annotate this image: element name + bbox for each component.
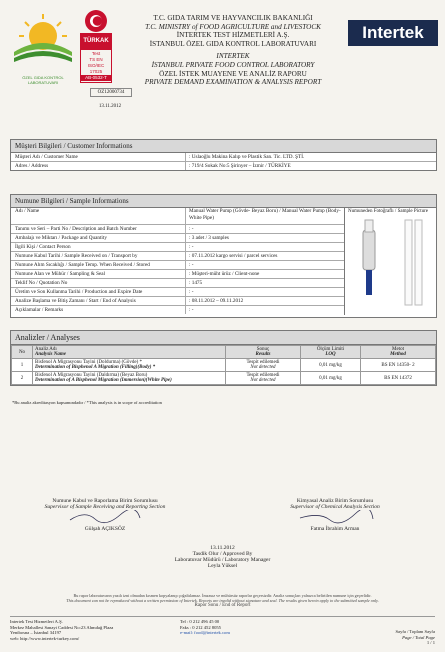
sample-label: Ambalajı ve Miktarı / Package and Quantity [11,234,186,242]
customer-address-label: Adres / Address [11,162,186,170]
report-date: 13.11.2012 [98,104,122,109]
sample-value: Manual Water Pump (Gövde- Beyaz Boru) / Manual Water Pump (Body- White Pipe) [189,208,341,221]
row-name-en: Determination of A Bisphenol Migration (Immersion)(White Pipe) [35,378,172,383]
sample-row [11,279,344,288]
manager-title: Laboratuvar Müdürü / Laboratory Manager [174,557,271,563]
sample-value: : 07.11.2012 kargo servisi / parcel services [189,253,278,259]
analyses-table [11,345,436,385]
sample-label: Numune Alım Sıcaklığı / Sample Temp. When Received / Stored [11,261,186,269]
sample-row [11,243,344,252]
sample-label: Teklif No / Quotation No [11,279,186,287]
sample-label: Tanımı ve Seri – Parti No / Description and Batch Number [11,225,186,233]
right-signature-title-en: Supervisor of Chemical Analysis Section [290,504,380,510]
col-name-en: Analysis Name [35,352,66,357]
laboratory-logo [10,8,76,88]
sample-label: Açıklamalar / Remarks [11,306,186,314]
sample-title: Numune Bilgileri / Sample Informations [11,195,436,208]
turkak-standard: TS EN ISO/IEC 17025 [87,57,105,74]
header-company: İNTERTEK TEST HİZMETLERİ A.Ş. [176,31,290,40]
sample-label: Numune Alan ve Mühür / Sampling & Seal [11,270,186,278]
header-company-en: INTERTEK [216,52,250,61]
row-result-en: Not detected [250,365,276,370]
right-handwritten-signature-icon [295,510,375,524]
sample-photo-label: Numuneden Fotoğraflı / Sample Picture [348,209,428,214]
sample-value: : - [189,307,194,313]
col-result-tr: Sonuç [256,347,270,352]
left-handwritten-signature-icon [65,510,145,524]
sample-row [11,208,344,225]
sample-label: Üretim ve Son Kullanma Tarihi / Production and Expire Date [11,288,186,296]
row-loq: 0,01 mg/kg [301,359,361,372]
disclaimer [10,593,435,608]
header-ministry-en: T.C. MINISTRY of FOOD AGRICULTURE and LIVESTOCK [145,22,321,31]
end-of-report: Rapor Sonu / End of Report [194,603,251,608]
turkak-test: Test [91,51,101,56]
turkak-crescent-icon [85,10,107,32]
footer [10,616,435,646]
row-method: BS EN 14372 [361,372,436,385]
approval-label: Tasdik Olur / Approved By [192,551,253,557]
right-signature [245,498,425,532]
footer-page-label-en: Page / Total Page [402,634,435,640]
brand-prefix: Inter [362,23,400,42]
footer-page-number: 1 / 1 [426,640,435,646]
sample-value: : 08.11.2012 – 09.11.2012 [189,298,244,304]
header-report-type-en: PRIVATE DEMAND EXAMINATION & ANALYSIS REPORT [144,78,322,87]
analyses-title: Analizler / Analyses [11,331,436,345]
sample-row [11,288,344,297]
col-method-en: Method [390,352,406,357]
sample-label: Adı / Name [11,208,186,224]
sample-row [11,261,344,270]
row-no: 1 [12,359,33,372]
sample-value: : 1475 [189,280,203,286]
customer-address-value: : 719/4 Sokak No:5 Şirinyer – İzmir / TÜRKİYE [189,163,291,169]
header-ministry-tr: T.C. GIDA TARIM VE HAYVANCILIK BAKANLIĞI [153,14,313,22]
left-signature [20,498,190,532]
footer-tel: Tel : 0 212 496 45 00 [180,619,220,624]
footer-address-2: Yenibosna – İstanbul 34197 [10,630,62,636]
footer-address-1: Merkez Mahallesi Sanayi Caddesi No:23 Ahmdağ Plaza [10,624,114,630]
left-signature-name: Gülşah AÇIKSÖZ [84,526,126,532]
col-result-en: Results [255,352,271,357]
brand-suffix: tek [399,23,424,42]
sample-value: : - [189,244,194,250]
report-number-box [90,88,132,97]
customer-row [11,153,436,162]
sample-value: : Müşteri-müht ürüz / Client-none [189,271,260,277]
sample-value: : 3 adet / 3 samples [189,235,229,241]
manager-name: Leyla Yüksel [207,563,238,569]
sun-field-logo-icon [10,8,76,70]
row-name-tr: Bisfenol A Migrasyonu Tayini (Daldırma) (Beyaz Boru) [35,373,148,378]
report-number: OZ12000734 [97,90,125,95]
customer-name-value: : Uslaoğlu Makina Kalıp ve Plastik San. Tic. LTD. ŞTİ. [189,154,305,160]
sample-photo-panel [345,208,436,315]
row-name-tr: Bisfenol A Migrasyonu Tayini (Doldurma) (Gövde) * [35,360,143,365]
customer-section [10,139,437,171]
table-row [12,359,436,372]
col-name-tr: Analiz Adı [35,347,57,352]
logo-caption-1: ÖZEL GIDA KONTROL [22,75,64,80]
footer-fax: Faks : 0 212 452 8055 [180,624,221,630]
intertek-logo [348,20,438,46]
right-signature-name: Fatma İbrahim Arman [310,526,360,532]
analyses-section [10,330,437,386]
sample-value: : - [189,226,194,232]
row-result-tr: Tespit edilemedi [246,360,280,365]
right-signature-title-tr: Kimyasal Analiz Birim Sorumlusu [296,498,374,504]
sample-row [11,225,344,234]
footer-company: Intertek Test Hizmetleri A.Ş. [10,619,63,624]
col-no: No [12,346,33,359]
sample-table [11,208,345,315]
accreditation-footnote: *Bu analiz akreditasyon kapsamındadır / *This analysis is in scope of accreditation [12,400,162,405]
col-method-tr: Metot [392,347,404,352]
col-loq-en: LOQ [325,352,336,357]
sample-row [11,297,344,306]
sample-label: Analize Başlama ve Bitiş Zamanı / Start / End of Analysis [11,297,186,305]
turkak-code: AB-0532-T [81,75,111,81]
disclaimer-tr: Bu rapor laboratuvarın yazılı izni olmadan kısmen kopyalanıp çoğaltılamaz. İmzasız ve mühürsüz raporlar geçersizdir. Analiz sonuçları yalnızca belirtilen numune için geçerlidir. [73,593,372,598]
col-loq-tr: Ölçüm Limiti [316,347,345,352]
footer-email[interactable]: e-mail: food@intertek.com [180,630,230,636]
header-report-type-tr: ÖZEL İSTEK MUAYENE VE ANALİZ RAPORU [159,69,307,78]
row-result-en: Not detected [250,378,276,383]
sample-row [11,234,344,243]
footer-page-label: Sayfa / Toplam Sayfa [395,629,435,634]
footer-web: web: http://www.intertek-turkey.com/ [10,635,80,641]
row-loq: 0,01 mg/kg [301,372,361,385]
sample-value: : - [189,262,194,268]
row-no: 2 [12,372,33,385]
row-result-tr: Tespit edilemedi [246,373,280,378]
sample-row [11,306,344,314]
table-row [12,372,436,385]
sample-row [11,252,344,261]
customer-row [11,162,436,170]
disclaimer-en: This document can not be reproduced without a written permission of Intertek. Reports are invalid without signature and seal. The results given herein apply to the submitted sample only. [66,598,379,603]
header-lab-en: İSTANBUL PRIVATE FOOD CONTROL LABORATORY [151,60,315,69]
sample-label: Numune Kabul Tarihi / Sample Received on / Transport by [11,252,186,260]
turkak-accreditation-mark [80,10,112,80]
left-signature-title-en: Supervisor of Sample Receiving and Reporting Section [44,504,166,510]
sample-section [10,194,437,318]
turkak-label: TÜRKAK [80,33,112,49]
approval-block [150,545,295,569]
report-header [118,14,348,87]
row-method: BS EN 14350- 2 [361,359,436,372]
sample-value: : - [189,289,194,295]
sample-label: İlgili Kişi / Contact Person [11,243,186,251]
sample-row [11,270,344,279]
customer-name-label: Müşteri Adı / Customer Name [11,153,186,161]
water-pump-photo-icon [345,215,435,310]
header-lab-tr: İSTANBUL ÖZEL GIDA KONTROL LABORATUVARI [149,39,317,48]
row-name-en: Determination of Bisphenol A Migration (Filling)(Body) * [35,365,156,370]
customer-title: Müşteri Bilgileri / Customer Informations [11,140,436,153]
approval-date: 13.11.2012 [210,545,235,551]
left-signature-title-tr: Numune Kabul ve Raporlama Birim Sorumlusu [52,498,158,504]
logo-caption-2: LABORATUVARI [27,80,59,85]
